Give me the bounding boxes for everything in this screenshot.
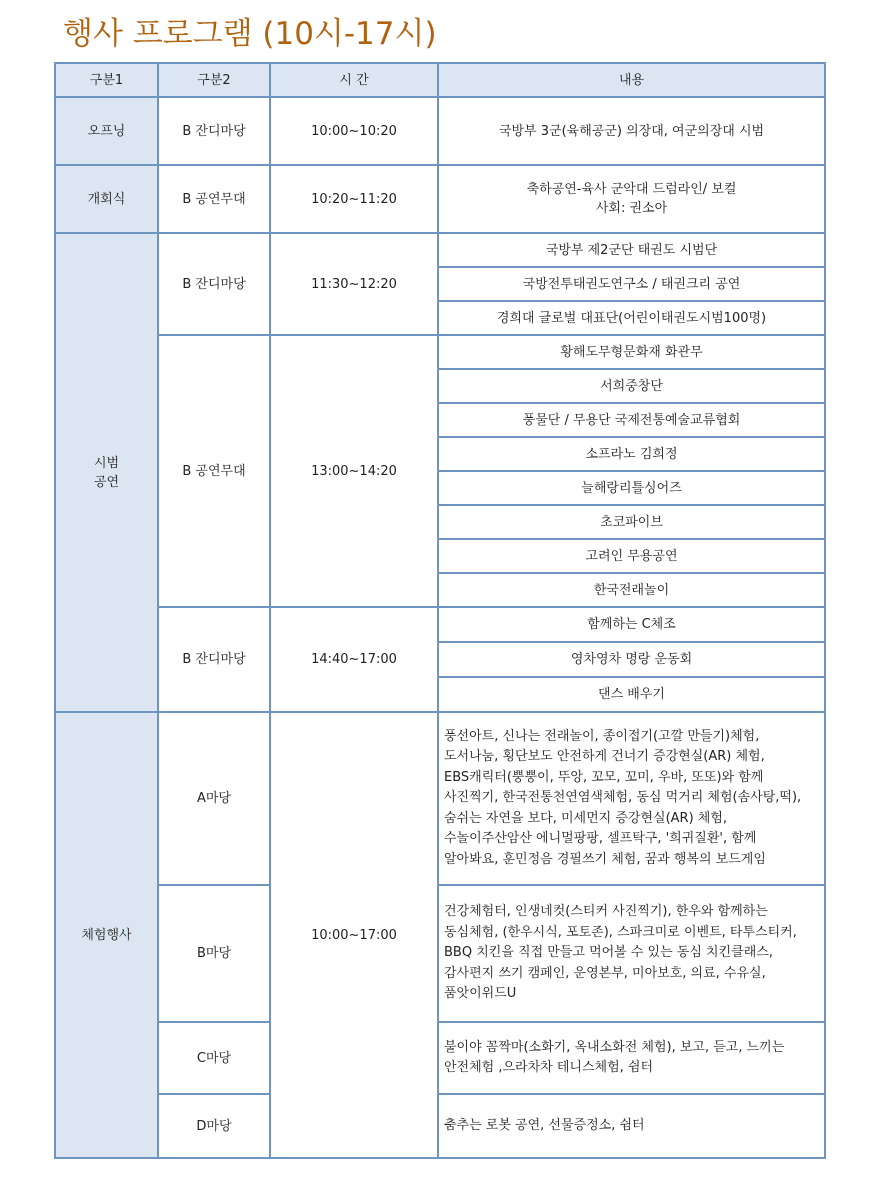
header-category1: 구분1 <box>55 63 158 97</box>
category2-cell: B 잔디마당 <box>158 607 270 712</box>
content-cell: 국방부 제2군단 태권도 시범단 <box>438 233 825 267</box>
content-cell: 서희중창단 <box>438 369 825 403</box>
content-cell <box>438 885 825 1022</box>
content-cell: 경희대 글로벌 대표단(어린이태권도시범100명) <box>438 301 825 335</box>
content-cell: 국방전투태권도연구소 / 태권크리 공연 <box>438 267 825 301</box>
table-row <box>55 1022 825 1094</box>
content-cell: 함께하는 C체조 <box>438 607 825 642</box>
category2-cell: B 잔디마당 <box>158 97 270 165</box>
content-line: 축하공연-육사 군악대 드럼라인/ 보컬 <box>526 182 737 197</box>
time-cell: 14:40~17:00 <box>270 607 438 712</box>
content-line: 동심체험, (한우시식, 포토존), 스파크미로 이벤트, 타투스티커, <box>444 924 797 940</box>
time-cell: 10:20~11:20 <box>270 165 438 233</box>
category2-cell: B 공연무대 <box>158 335 270 607</box>
header-time: 시 간 <box>270 63 438 97</box>
content-cell: 댄스 배우기 <box>438 677 825 712</box>
content-line: 건강체험터, 인생네컷(스티커 사진찍기), 한우와 함께하는 <box>444 904 768 920</box>
content-line: 춤추는 로봇 공연, 선물증정소, 쉼터 <box>444 1117 645 1133</box>
table-row <box>55 97 825 165</box>
header-row <box>55 63 825 97</box>
content-line: 도서나눔, 횡단보도 안전하게 건너기 증강현실(AR) 체험, <box>444 749 765 765</box>
content-line: 품앗이위드U <box>444 986 517 1002</box>
content-cell: 늘해랑리틀싱어즈 <box>438 471 825 505</box>
table-row <box>55 1094 825 1158</box>
content-cell <box>438 1094 825 1158</box>
content-line: 수놀이주산암산 에니멀팡팡, 셀프탁구, '희귀질환', 함께 <box>444 831 757 847</box>
category2-cell: C마당 <box>158 1022 270 1094</box>
table-row <box>55 712 825 885</box>
content-cell: 황해도무형문화재 화관무 <box>438 335 825 369</box>
table-row <box>55 165 825 233</box>
category1-demo <box>55 233 158 712</box>
category1-experience: 체험행사 <box>55 712 158 1158</box>
content-cell <box>438 712 825 885</box>
content-cell: 국방부 3군(육해공군) 의장대, 여군의장대 시범 <box>438 97 825 165</box>
time-cell: 13:00~14:20 <box>270 335 438 607</box>
content-cell: 한국전래놀이 <box>438 573 825 607</box>
category1-line: 공연 <box>93 474 120 490</box>
content-line: 안전체험 ,으라차차 테니스체험, 쉼터 <box>444 1060 654 1075</box>
content-line: 불이야 꼼짝마(소화기, 옥내소화전 체험), 보고, 듣고, 느끼는 <box>444 1039 785 1055</box>
content-line: BBQ 치킨을 직접 만들고 먹어볼 수 있는 동심 치킨클래스, <box>444 945 773 961</box>
content-cell: 소프라노 김희정 <box>438 437 825 471</box>
table-row <box>55 335 825 369</box>
page-title: 행사 프로그램 (10시-17시) <box>63 16 437 52</box>
category1-line: 시범 <box>93 455 120 471</box>
content-cell: 영차영차 명랑 운동회 <box>438 642 825 677</box>
table-row <box>55 233 825 267</box>
header-category2: 구분2 <box>158 63 270 97</box>
content-cell <box>438 1022 825 1094</box>
content-cell: 초코파이브 <box>438 505 825 539</box>
content-line: 사회: 권소아 <box>595 201 668 216</box>
category2-cell: D마당 <box>158 1094 270 1158</box>
content-line: EBS캐릭터(뿡뿡이, 뚜앙, 꼬모, 꼬미, 우바, 또또)와 함께 <box>444 769 764 785</box>
category2-cell: A마당 <box>158 712 270 885</box>
category2-cell: B 잔디마당 <box>158 233 270 335</box>
content-cell: 풍물단 / 무용단 국제전통예술교류협회 <box>438 403 825 437</box>
time-cell: 10:00~17:00 <box>270 712 438 1158</box>
table-row <box>55 607 825 642</box>
content-line: 알아봐요, 훈민정음 경필쓰기 체험, 꿈과 행복의 보드게임 <box>444 851 766 867</box>
category2-cell: B마당 <box>158 885 270 1022</box>
content-line: 감사편지 쓰기 캠페인, 운영본부, 미아보호, 의료, 수유실, <box>444 965 766 981</box>
content-line: 숨쉬는 자연을 보다, 미세먼지 증강현실(AR) 체험, <box>444 810 728 826</box>
category2-cell: B 공연무대 <box>158 165 270 233</box>
content-cell <box>438 165 825 233</box>
table-row <box>55 885 825 1022</box>
time-cell: 10:00~10:20 <box>270 97 438 165</box>
time-cell: 11:30~12:20 <box>270 233 438 335</box>
content-line: 사진찍기, 한국전통천연염색체험, 동심 먹거리 체험(솜사탕,떡), <box>444 790 802 806</box>
category1-ceremony: 개회식 <box>55 165 158 233</box>
category1-opening: 오프닝 <box>55 97 158 165</box>
content-cell: 고려인 무용공연 <box>438 539 825 573</box>
content-line: 풍선아트, 신나는 전래놀이, 종이접기(고깔 만들기)체험, <box>444 728 760 744</box>
header-content: 내용 <box>438 63 825 97</box>
program-table <box>54 62 826 1159</box>
